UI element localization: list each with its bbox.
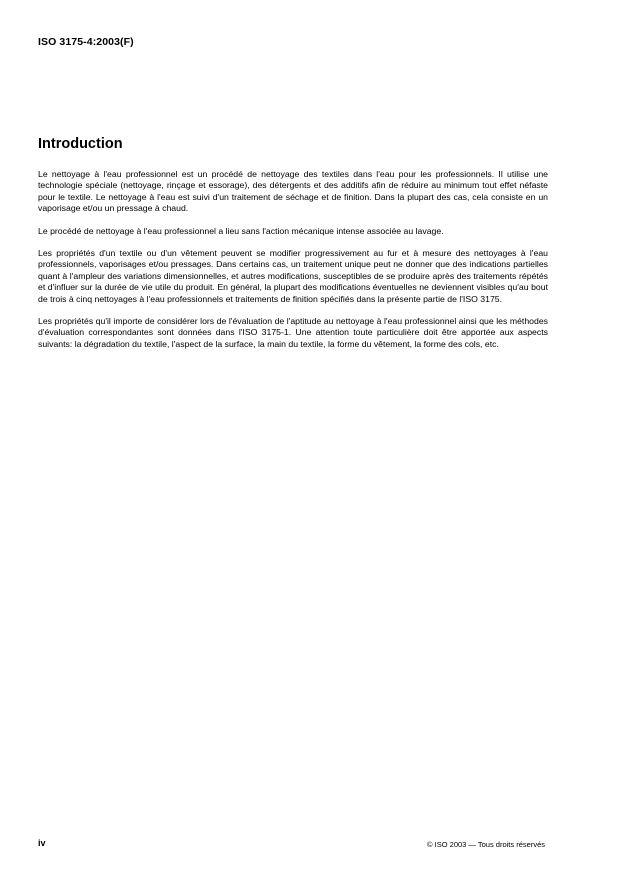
- section-title: Introduction: [38, 136, 123, 152]
- body-text: [38, 169, 548, 361]
- document-reference: ISO 3175-4:2003(F): [38, 36, 134, 48]
- page-number: iv: [38, 838, 46, 848]
- paragraph: Les propriétés d'un textile ou d'un vêtement peuvent se modifier progressivement au fur et à mesure des nettoyages à l'eau professionnels, vaporisages et/ou pressages. Dans certains cas, un traitement unique peut ne donner que des indications partielles quant à l'ampleur des variations dimensionnelles, et autres modifications, susceptibles de se produire après des traitements répétés et d'influer sur la durée de vie utile du produit. En général, la plupart des modifications éventuelles ne deviennent visibles qu'au bout de trois à cinq nettoyages à l'eau professionnels et traitements de finition spécifiés dans la présente partie de l'ISO 3175.: [38, 248, 548, 304]
- paragraph: Le nettoyage à l'eau professionnel est un procédé de nettoyage des textiles dans l'eau pour les professionnels. Il utilise une technologie spéciale (nettoyage, rinçage et essorage), des détergents et des additifs afin de réduire au minimum tout effet néfaste pour le textile. Le nettoyage à l'eau est suivi d'un traitement de séchage et de finition. Dans la plupart des cas, cela consiste en un vaporisage et/ou un pressage à chaud.: [38, 169, 548, 214]
- paragraph: Les propriétés qu'il importe de considérer lors de l'évaluation de l'aptitude au nettoyage à l'eau professionnel ainsi que les méthodes d'évaluation correspondantes sont données dans l'ISO 3175-1. Une attention toute particulière doit être apportée aux aspects suivants: la dégradation du textile, l'aspect de la surface, la main du textile, la forme du vêtement, la forme des cols, etc.: [38, 316, 548, 349]
- paragraph: Le procédé de nettoyage à l'eau professionnel a lieu sans l'action mécanique intense associée au lavage.: [38, 225, 444, 236]
- copyright-notice: © ISO 2003 — Tous droits réservés: [427, 840, 545, 849]
